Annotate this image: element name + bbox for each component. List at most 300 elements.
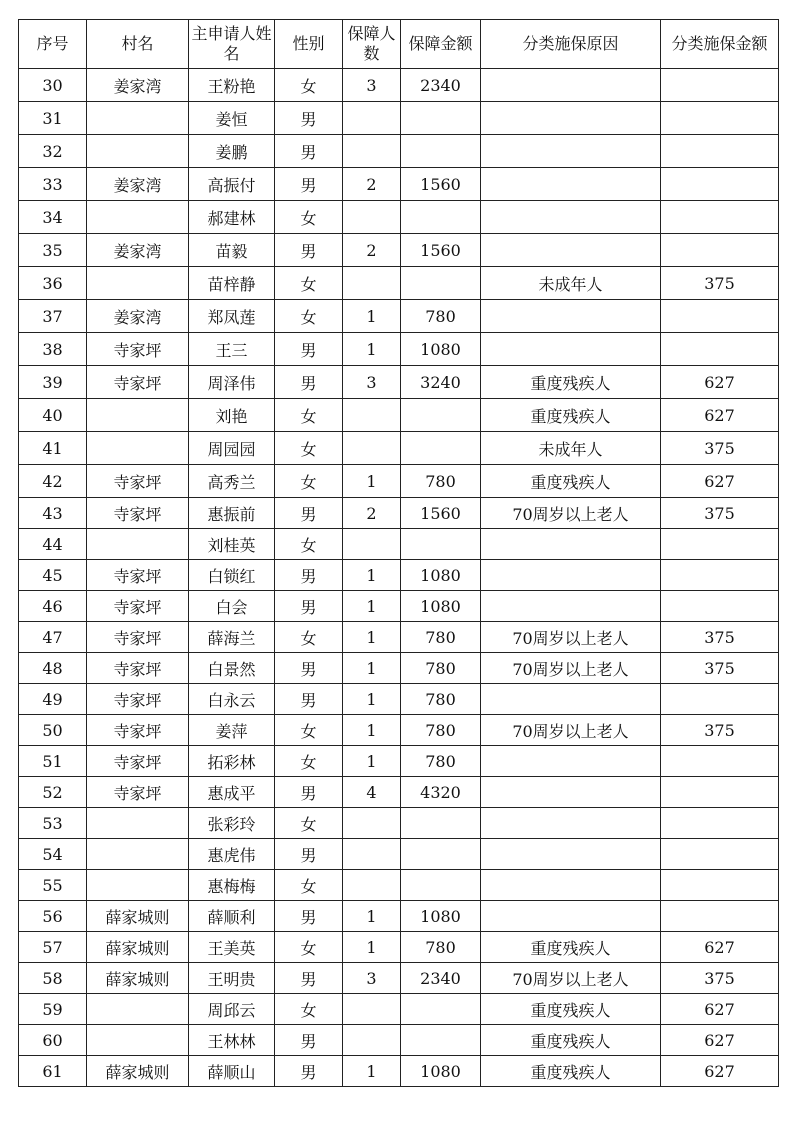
amount-cell: 780 [401,715,481,746]
amount-cell: 780 [401,684,481,715]
class-amount-cell: 375 [661,498,779,529]
reason-cell: 70周岁以上老人 [481,963,661,994]
class-amount-cell [661,69,779,102]
village-cell: 寺家坪 [87,777,189,808]
applicant-cell: 苗毅 [189,234,275,267]
index-cell: 39 [19,366,87,399]
amount-cell: 1560 [401,168,481,201]
reason-cell [481,135,661,168]
index-cell: 49 [19,684,87,715]
header-cell-village: 村名 [87,20,189,69]
reason-cell: 重度残疾人 [481,1056,661,1087]
amount-cell: 1560 [401,234,481,267]
class-amount-cell [661,560,779,591]
people-cell: 1 [343,465,401,498]
index-cell: 47 [19,622,87,653]
table-row [19,69,779,102]
amount-cell [401,432,481,465]
class-amount-cell: 375 [661,622,779,653]
header-row [19,20,779,69]
village-cell: 寺家坪 [87,591,189,622]
people-cell [343,529,401,560]
applicant-cell: 薛顺山 [189,1056,275,1087]
reason-cell [481,333,661,366]
table-row [19,684,779,715]
reason-cell [481,201,661,234]
class-amount-cell [661,591,779,622]
gender-cell: 男 [275,963,343,994]
people-cell: 1 [343,653,401,684]
table-row [19,399,779,432]
index-cell: 61 [19,1056,87,1087]
table-header [19,20,779,69]
applicant-cell: 白永云 [189,684,275,715]
table-row [19,300,779,333]
index-cell: 59 [19,994,87,1025]
class-amount-cell: 627 [661,465,779,498]
header-cell-people: 保障人数 [343,20,401,69]
table-row [19,234,779,267]
people-cell: 1 [343,1056,401,1087]
reason-cell: 未成年人 [481,432,661,465]
table-row [19,560,779,591]
table-row [19,777,779,808]
reason-cell: 70周岁以上老人 [481,715,661,746]
index-cell: 54 [19,839,87,870]
gender-cell: 男 [275,653,343,684]
table-row [19,839,779,870]
amount-cell [401,529,481,560]
gender-cell: 女 [275,808,343,839]
gender-cell: 女 [275,465,343,498]
applicant-cell: 王林林 [189,1025,275,1056]
index-cell: 40 [19,399,87,432]
people-cell: 1 [343,715,401,746]
index-cell: 57 [19,932,87,963]
village-cell [87,399,189,432]
class-amount-cell: 627 [661,994,779,1025]
index-cell: 42 [19,465,87,498]
people-cell: 1 [343,622,401,653]
class-amount-cell: 375 [661,432,779,465]
class-amount-cell: 375 [661,653,779,684]
people-cell [343,201,401,234]
gender-cell: 男 [275,135,343,168]
class-amount-cell [661,102,779,135]
gender-cell: 女 [275,715,343,746]
gender-cell: 女 [275,399,343,432]
reason-cell: 重度残疾人 [481,994,661,1025]
index-cell: 55 [19,870,87,901]
index-cell: 51 [19,746,87,777]
reason-cell [481,234,661,267]
class-amount-cell [661,135,779,168]
class-amount-cell [661,684,779,715]
village-cell [87,808,189,839]
amount-cell: 780 [401,300,481,333]
amount-cell [401,267,481,300]
village-cell [87,135,189,168]
applicant-cell: 惠振前 [189,498,275,529]
index-cell: 50 [19,715,87,746]
amount-cell: 780 [401,653,481,684]
amount-cell: 780 [401,465,481,498]
applicant-cell: 高振付 [189,168,275,201]
amount-cell: 1080 [401,1056,481,1087]
header-cell-amount: 保障金额 [401,20,481,69]
header-cell-gender: 性别 [275,20,343,69]
table-body [19,69,779,1087]
village-cell [87,267,189,300]
gender-cell: 男 [275,839,343,870]
amount-cell: 4320 [401,777,481,808]
class-amount-cell: 375 [661,715,779,746]
table-row [19,901,779,932]
applicant-cell: 周园园 [189,432,275,465]
gender-cell: 女 [275,746,343,777]
people-cell: 1 [343,901,401,932]
people-cell: 1 [343,684,401,715]
amount-cell: 2340 [401,69,481,102]
amount-cell: 780 [401,932,481,963]
village-cell: 薛家城则 [87,932,189,963]
gender-cell: 男 [275,777,343,808]
village-cell: 薛家城则 [87,1056,189,1087]
reason-cell [481,529,661,560]
class-amount-cell [661,529,779,560]
people-cell: 2 [343,168,401,201]
class-amount-cell [661,333,779,366]
people-cell [343,399,401,432]
village-cell [87,102,189,135]
table-row [19,267,779,300]
amount-cell [401,1025,481,1056]
index-cell: 38 [19,333,87,366]
index-cell: 56 [19,901,87,932]
table-row [19,168,779,201]
class-amount-cell: 375 [661,267,779,300]
people-cell: 3 [343,69,401,102]
class-amount-cell [661,808,779,839]
people-cell [343,994,401,1025]
reason-cell: 70周岁以上老人 [481,653,661,684]
gender-cell: 男 [275,333,343,366]
reason-cell [481,839,661,870]
reason-cell: 重度残疾人 [481,1025,661,1056]
village-cell: 寺家坪 [87,333,189,366]
table-row [19,366,779,399]
class-amount-cell: 627 [661,1056,779,1087]
amount-cell: 3240 [401,366,481,399]
applicant-cell: 薛顺利 [189,901,275,932]
class-amount-cell [661,870,779,901]
index-cell: 35 [19,234,87,267]
index-cell: 36 [19,267,87,300]
amount-cell: 1560 [401,498,481,529]
header-cell-class-amount: 分类施保金额 [661,20,779,69]
applicant-cell: 周泽伟 [189,366,275,399]
class-amount-cell [661,777,779,808]
gender-cell: 女 [275,69,343,102]
people-cell: 4 [343,777,401,808]
index-cell: 31 [19,102,87,135]
class-amount-cell [661,901,779,932]
gender-cell: 女 [275,267,343,300]
class-amount-cell: 375 [661,963,779,994]
village-cell: 寺家坪 [87,746,189,777]
gender-cell: 女 [275,432,343,465]
index-cell: 46 [19,591,87,622]
gender-cell: 女 [275,932,343,963]
gender-cell: 男 [275,168,343,201]
amount-cell [401,808,481,839]
table-row [19,333,779,366]
header-cell-index: 序号 [19,20,87,69]
people-cell: 3 [343,963,401,994]
reason-cell: 重度残疾人 [481,366,661,399]
applicant-cell: 薛海兰 [189,622,275,653]
index-cell: 58 [19,963,87,994]
reason-cell: 未成年人 [481,267,661,300]
class-amount-cell [661,300,779,333]
table-row [19,591,779,622]
village-cell: 寺家坪 [87,684,189,715]
applicant-cell: 周邱云 [189,994,275,1025]
reason-cell [481,560,661,591]
applicant-cell: 惠梅梅 [189,870,275,901]
applicant-cell: 郑凤莲 [189,300,275,333]
amount-cell: 1080 [401,560,481,591]
index-cell: 37 [19,300,87,333]
amount-cell: 1080 [401,333,481,366]
village-cell: 寺家坪 [87,715,189,746]
index-cell: 43 [19,498,87,529]
amount-cell: 2340 [401,963,481,994]
applicant-cell: 王三 [189,333,275,366]
gender-cell: 女 [275,529,343,560]
village-cell [87,201,189,234]
index-cell: 44 [19,529,87,560]
reason-cell [481,300,661,333]
index-cell: 48 [19,653,87,684]
gender-cell: 男 [275,901,343,932]
reason-cell [481,870,661,901]
applicant-cell: 高秀兰 [189,465,275,498]
gender-cell: 男 [275,560,343,591]
village-cell [87,994,189,1025]
applicant-cell: 王粉艳 [189,69,275,102]
village-cell: 薛家城则 [87,901,189,932]
reason-cell [481,168,661,201]
village-cell: 薛家城则 [87,963,189,994]
village-cell: 姜家湾 [87,69,189,102]
people-cell: 2 [343,498,401,529]
class-amount-cell [661,839,779,870]
village-cell: 寺家坪 [87,465,189,498]
people-cell [343,135,401,168]
amount-cell: 1080 [401,901,481,932]
applicant-cell: 白会 [189,591,275,622]
table-row [19,963,779,994]
village-cell [87,870,189,901]
village-cell [87,529,189,560]
reason-cell: 重度残疾人 [481,932,661,963]
village-cell: 寺家坪 [87,653,189,684]
reason-cell [481,746,661,777]
people-cell: 1 [343,300,401,333]
table-row [19,432,779,465]
table-row [19,498,779,529]
village-cell [87,432,189,465]
gender-cell: 女 [275,994,343,1025]
class-amount-cell: 627 [661,1025,779,1056]
village-cell: 姜家湾 [87,168,189,201]
amount-cell [401,102,481,135]
amount-cell [401,201,481,234]
amount-cell [401,135,481,168]
assistance-table [18,19,779,1087]
index-cell: 30 [19,69,87,102]
amount-cell: 780 [401,622,481,653]
village-cell: 寺家坪 [87,560,189,591]
reason-cell [481,777,661,808]
amount-cell [401,994,481,1025]
people-cell: 1 [343,333,401,366]
applicant-cell: 王美英 [189,932,275,963]
index-cell: 45 [19,560,87,591]
class-amount-cell [661,746,779,777]
people-cell [343,870,401,901]
index-cell: 53 [19,808,87,839]
table-row [19,1025,779,1056]
class-amount-cell: 627 [661,932,779,963]
reason-cell: 70周岁以上老人 [481,622,661,653]
reason-cell: 重度残疾人 [481,465,661,498]
gender-cell: 女 [275,201,343,234]
applicant-cell: 惠虎伟 [189,839,275,870]
people-cell [343,839,401,870]
index-cell: 41 [19,432,87,465]
reason-cell [481,684,661,715]
amount-cell: 1080 [401,591,481,622]
index-cell: 52 [19,777,87,808]
applicant-cell: 拓彩林 [189,746,275,777]
table-row [19,715,779,746]
amount-cell [401,399,481,432]
table-row [19,102,779,135]
applicant-cell: 姜恒 [189,102,275,135]
class-amount-cell: 627 [661,366,779,399]
applicant-cell: 白锁红 [189,560,275,591]
people-cell: 1 [343,560,401,591]
people-cell: 1 [343,591,401,622]
class-amount-cell: 627 [661,399,779,432]
gender-cell: 女 [275,870,343,901]
table-row [19,870,779,901]
class-amount-cell [661,201,779,234]
table-row [19,529,779,560]
gender-cell: 男 [275,234,343,267]
amount-cell: 780 [401,746,481,777]
table-row [19,622,779,653]
applicant-cell: 刘艳 [189,399,275,432]
table-row [19,808,779,839]
reason-cell [481,901,661,932]
header-cell-applicant: 主申请人姓名 [189,20,275,69]
class-amount-cell [661,168,779,201]
header-cell-reason: 分类施保原因 [481,20,661,69]
village-cell: 寺家坪 [87,498,189,529]
table-row [19,746,779,777]
village-cell: 寺家坪 [87,366,189,399]
village-cell [87,839,189,870]
gender-cell: 男 [275,366,343,399]
people-cell: 1 [343,932,401,963]
gender-cell: 男 [275,102,343,135]
applicant-cell: 王明贵 [189,963,275,994]
village-cell: 姜家湾 [87,300,189,333]
index-cell: 34 [19,201,87,234]
applicant-cell: 姜萍 [189,715,275,746]
people-cell [343,267,401,300]
gender-cell: 男 [275,591,343,622]
table-row [19,653,779,684]
applicant-cell: 刘桂英 [189,529,275,560]
table-row [19,994,779,1025]
reason-cell [481,69,661,102]
people-cell: 1 [343,746,401,777]
reason-cell [481,591,661,622]
village-cell [87,1025,189,1056]
gender-cell: 男 [275,498,343,529]
table-row [19,1056,779,1087]
table-row [19,932,779,963]
table-row [19,201,779,234]
gender-cell: 男 [275,1025,343,1056]
gender-cell: 男 [275,684,343,715]
applicant-cell: 张彩玲 [189,808,275,839]
applicant-cell: 郝建林 [189,201,275,234]
gender-cell: 女 [275,300,343,333]
applicant-cell: 苗梓静 [189,267,275,300]
people-cell [343,102,401,135]
village-cell: 姜家湾 [87,234,189,267]
class-amount-cell [661,234,779,267]
people-cell: 2 [343,234,401,267]
gender-cell: 女 [275,622,343,653]
amount-cell [401,839,481,870]
applicant-cell: 姜鹏 [189,135,275,168]
index-cell: 33 [19,168,87,201]
table-row [19,465,779,498]
gender-cell: 男 [275,1056,343,1087]
applicant-cell: 惠成平 [189,777,275,808]
applicant-cell: 白景然 [189,653,275,684]
amount-cell [401,870,481,901]
people-cell: 3 [343,366,401,399]
people-cell [343,432,401,465]
village-cell: 寺家坪 [87,622,189,653]
table-row [19,135,779,168]
people-cell [343,808,401,839]
reason-cell: 70周岁以上老人 [481,498,661,529]
people-cell [343,1025,401,1056]
reason-cell [481,808,661,839]
index-cell: 60 [19,1025,87,1056]
reason-cell [481,102,661,135]
reason-cell: 重度残疾人 [481,399,661,432]
index-cell: 32 [19,135,87,168]
